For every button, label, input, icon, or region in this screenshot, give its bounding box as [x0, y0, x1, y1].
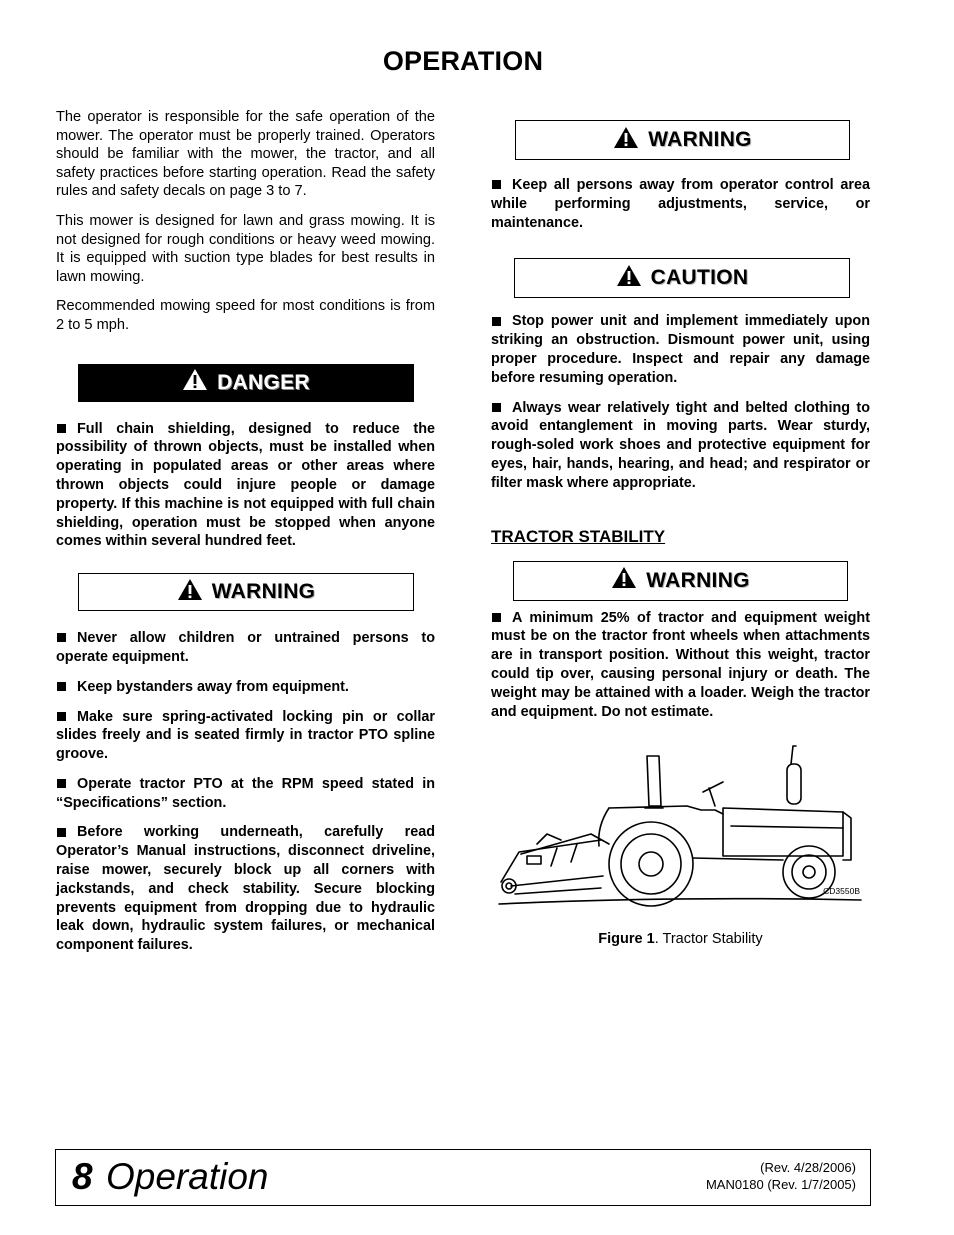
danger-item: Full chain shielding, designed to reduce the possibility of thrown objects, must be installed when operating in populated areas or other areas where thrown objects could injure people or damage property. If this machine is not equipped with full chain shielding, operation must be stopped when anyone comes within several hundred feet. — [56, 420, 435, 550]
tractor-illustration — [491, 736, 870, 921]
warning-item: Keep all persons away from operator control area while performing adjustments, service, or maintenance. — [491, 177, 870, 231]
bullet-square-icon — [57, 633, 66, 642]
caution-item: Stop power unit and implement immediately upon striking an obstruction. Dismount power unit, using proper procedure. Inspect and repair any damage before resuming operation. — [491, 313, 870, 386]
figure-code: CD3550B — [823, 886, 860, 897]
warning-triangle-icon — [616, 264, 642, 293]
bullet-square-icon — [57, 712, 66, 721]
caution-label: CAUTION — [650, 266, 749, 290]
section-heading-tractor-stability: TRACTOR STABILITY — [491, 526, 666, 546]
bullet-square-icon — [492, 613, 501, 622]
design-paragraph: This mower is designed for lawn and grass mowing. It is not designed for rough conditions or heavy weed mowing. It is equipped with suction type blades for best results in lawn mowing. — [56, 212, 435, 285]
caution-item: Always wear relatively tight and belted clothing to avoid entanglement in moving parts. Wear sturdy, rough-soled work shoes and protective equipment for eyes, hair, hands, hearing, and head; and respirator or filter mask where appropriate. — [491, 399, 870, 491]
manual-number: MAN0180 (Rev. 1/7/2005) — [705, 1177, 856, 1192]
danger-label: DANGER — [217, 370, 310, 394]
page-title: OPERATION — [382, 46, 544, 76]
warning-label: WARNING — [646, 568, 750, 592]
left-column — [56, 108, 435, 966]
warning-label: WARNING — [211, 580, 316, 604]
warning-triangle-icon — [613, 126, 639, 155]
stability-warning-banner — [513, 561, 848, 601]
speed-paragraph: Recommended mowing speed for most conditions is from 2 to 5 mph. — [56, 298, 435, 333]
bullet-square-icon — [492, 317, 501, 326]
bullet-square-icon — [492, 180, 501, 189]
danger-banner — [78, 364, 414, 402]
bullet-square-icon — [57, 682, 66, 691]
right-column — [491, 120, 870, 947]
bullet-square-icon — [57, 424, 66, 433]
revision-line: (Rev. 4/28/2006) — [760, 1160, 856, 1175]
page-footer — [55, 1149, 871, 1206]
warning-label: WARNING — [648, 128, 752, 151]
bullet-square-icon — [492, 403, 501, 412]
warning-banner — [515, 120, 850, 160]
revision-info — [706, 1159, 856, 1193]
stability-item: A minimum 25% of tractor and equipment weight must be on the tractor front wheels when attachments are in transport position. Without this weight, tractor could tip over, causing personal injury or death. The weight may be attained with a loader. Weigh the tractor and equipment. Do not estimate. — [491, 609, 870, 720]
warning-item: Operate tractor PTO at the RPM speed stated in “Specifications” section. — [56, 775, 435, 811]
bullet-square-icon — [57, 779, 66, 788]
footer-section-name: Operation — [106, 1156, 269, 1197]
tractor-figure — [491, 736, 870, 921]
warning-triangle-icon — [611, 566, 637, 595]
warning-banner — [78, 573, 414, 611]
intro-paragraph: The operator is responsible for the safe operation of the mower. The operator must be properly trained. Operators should be familiar with the mower, the tractor, and all safety practices before starting operation. Read the safety rules and safety decals on page 3 to 7. — [56, 109, 435, 200]
warning-item: Before working underneath, carefully read Operator’s Manual instructions, disconnect driveline, raise mower, securely block up all corners with jackstands, and check stability. Secure blocking prevents equipment from dropping due to hydraulic leak down, hydraulic system failures, or mechanical component failures. — [56, 824, 435, 954]
warning-triangle-icon — [182, 368, 208, 397]
figure-caption: Figure 1. Tractor Stability — [598, 931, 763, 948]
warning-item: Never allow children or untrained persons to operate equipment. — [56, 630, 435, 665]
warning-item: Make sure spring-activated locking pin or collar slides freely and is seated firmly in tractor PTO spline groove. — [56, 708, 435, 763]
caution-banner — [514, 258, 850, 298]
warning-item: Keep bystanders away from equipment. — [56, 678, 435, 697]
page-number: 8 — [72, 1156, 93, 1197]
warning-triangle-icon — [177, 578, 203, 607]
bullet-square-icon — [57, 828, 66, 837]
